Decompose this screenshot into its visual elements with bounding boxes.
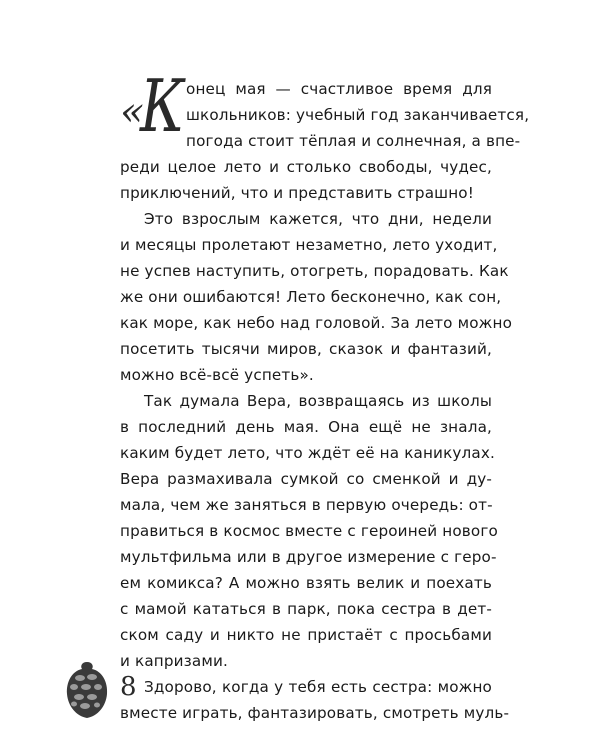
text-line: же они ошибаются! Лето бесконечно, как сон, <box>120 288 502 306</box>
text-line: с мамой кататься в парк, пока сестра в дет- <box>120 600 492 618</box>
text-line: ем комикса? А можно взять велик и поехать <box>120 574 492 592</box>
text-line: онец мая — счастливое время для <box>186 80 492 98</box>
text-line: можно всё-всё успеть». <box>120 366 314 384</box>
text-line: правиться в космос вместе с героиней нового <box>120 522 498 540</box>
text-line: реди целое лето и столько свободы, чудес, <box>120 158 492 176</box>
text-line: не успев наступить, отогреть, порадовать. Как <box>120 262 509 280</box>
drop-cap-letter: К <box>140 64 185 148</box>
text-line: и месяцы пролетают незаметно, лето уходит, <box>120 236 498 254</box>
text-line: ском саду и никто не пристаёт с просьбами <box>120 626 492 644</box>
text-line: посетить тысячи миров, сказок и фантазий, <box>120 340 492 358</box>
text-line: Так думала Вера, возвращаясь из школы <box>144 392 492 410</box>
text-line: мала, чем же заняться в первую очередь: от- <box>120 496 493 514</box>
drop-cap <box>120 64 185 148</box>
text-line: Вера размахивала сумкой со сменкой и ду- <box>120 470 492 488</box>
drop-cap-quote: « <box>120 89 145 135</box>
text-line: каким будет лето, что ждёт её на каникулах. <box>120 444 495 462</box>
text-line: погода стоит тёплая и солнечная, а впе- <box>186 132 521 150</box>
text-line: приключений, что и представить страшно! <box>120 184 474 202</box>
text-line: мультфильма или в другое измерение с геро- <box>120 548 497 566</box>
text-line: в последний день мая. Она ещё не знала, <box>120 418 492 436</box>
text-line: как море, как небо над головой. За лето можно <box>120 314 513 332</box>
text-line: вместе играть, фантазировать, смотреть муль- <box>120 704 510 722</box>
text-line: Это взрослым кажется, что дни, недели <box>144 210 492 228</box>
text-line: и капризами. <box>120 652 228 670</box>
text-line: школьников: учебный год заканчивается, <box>186 106 530 124</box>
page-number: 8 <box>120 672 137 702</box>
text-line: Здорово, когда у тебя есть сестра: можно <box>144 678 492 696</box>
pine-cone-icon <box>60 660 114 720</box>
